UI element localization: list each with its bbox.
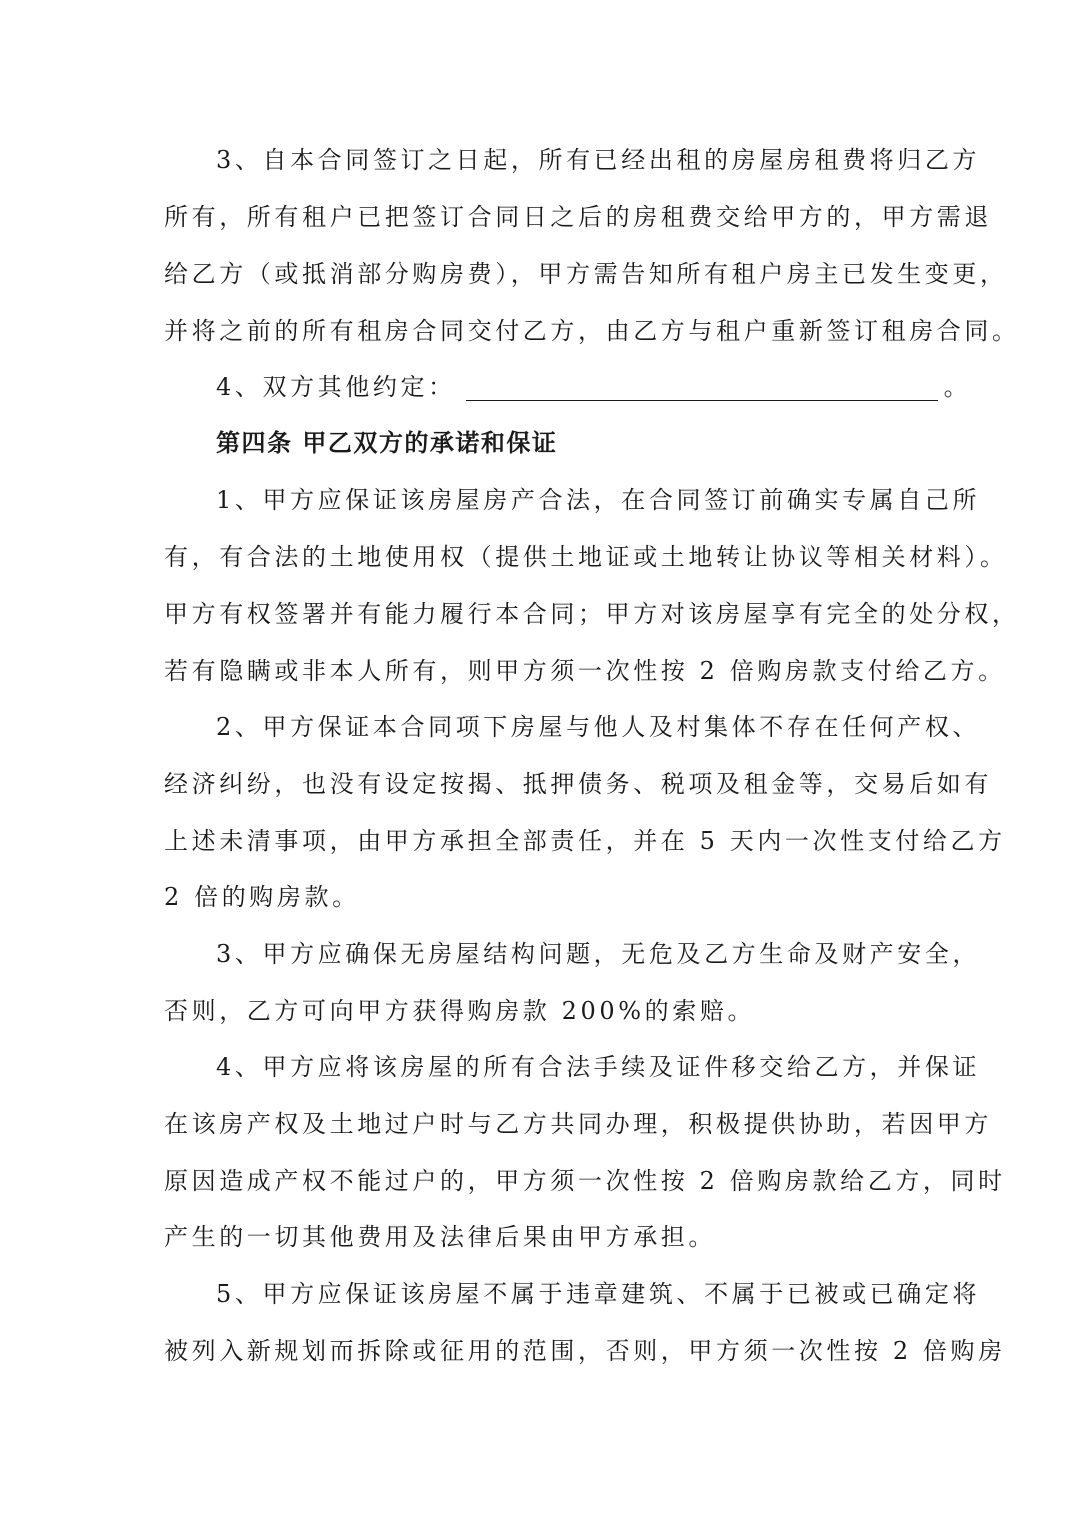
a4-5-line-1: 5、甲方应保证该房屋不属于违章建筑、不属于已被或已确定将: [216, 1280, 981, 1308]
a4-4-line-3: 原因造成产权不能过户的，甲方须一次性按 2 倍购房款给乙方，同时: [164, 1167, 1006, 1195]
a4-2-line-2: 经济纠纷，也没有设定按揭、抵押债务、税项及租金等，交易后如有: [164, 770, 992, 798]
a4-2-line-4: 2 倍的购房款。: [164, 883, 360, 911]
article-4-heading: 第四条 甲乙双方的承诺和保证: [216, 428, 558, 457]
a4-2-line-3: 上述未清事项，由甲方承担全部责任，并在 5 天内一次性支付给乙方: [164, 827, 1006, 855]
a4-2-line-1: 2、甲方保证本合同项下房屋与他人及村集体不存在任何产权、: [216, 713, 981, 741]
a4-4-line-1: 4、甲方应将该房屋的所有合法手续及证件移交给乙方，并保证: [216, 1053, 981, 1081]
clause-3-line-1: 3、自本合同签订之日起，所有已经出租的房屋房租费将归乙方: [216, 146, 981, 174]
a4-1-line-4: 若有隐瞒或非本人所有，则甲方须一次性按 2 倍购房款支付给乙方。: [164, 657, 1006, 685]
clause-4-other-agreements: [216, 358, 972, 416]
a4-1-line-2: 有，有合法的土地使用权（提供土地证或土地转让协议等相关材料）。: [164, 543, 1008, 571]
a4-3-line-2: 否则，乙方可向甲方获得购房款 200%的索赔。: [164, 997, 756, 1025]
a4-1-line-1: 1、甲方应保证该房屋房产合法，在合同签订前确实专属自己所: [216, 486, 981, 514]
clause-4-label: 4、双方其他约定：: [216, 373, 456, 401]
clause-3-line-2: 所有，所有租户已把签订合同日之后的房租费交给甲方的，甲方需退: [164, 203, 992, 231]
fill-in-blank-line: [466, 370, 938, 401]
a4-5-line-2: 被列入新规划而拆除或征用的范围，否则，甲方须一次性按 2 倍购房: [164, 1337, 1006, 1365]
clause-3-line-3: 给乙方（或抵消部分购房费），甲方需告知所有租户房主已发生变更，: [164, 260, 1008, 288]
a4-1-line-3: 甲方有权签署并有能力履行本合同；甲方对该房屋享有完全的处分权，: [164, 600, 1020, 628]
a4-4-line-4: 产生的一切其他费用及法律后果由甲方承担。: [164, 1223, 716, 1251]
clause-4-end-mark: 。: [943, 373, 972, 401]
a4-3-line-1: 3、甲方应确保无房屋结构问题，无危及乙方生命及财产安全，: [216, 940, 981, 968]
a4-4-line-2: 在该房产权及土地过户时与乙方共同办理，积极提供协助，若因甲方: [164, 1110, 992, 1138]
clause-3-line-4: 并将之前的所有租房合同交付乙方，由乙方与租户重新签订租房合同。: [164, 317, 1020, 345]
